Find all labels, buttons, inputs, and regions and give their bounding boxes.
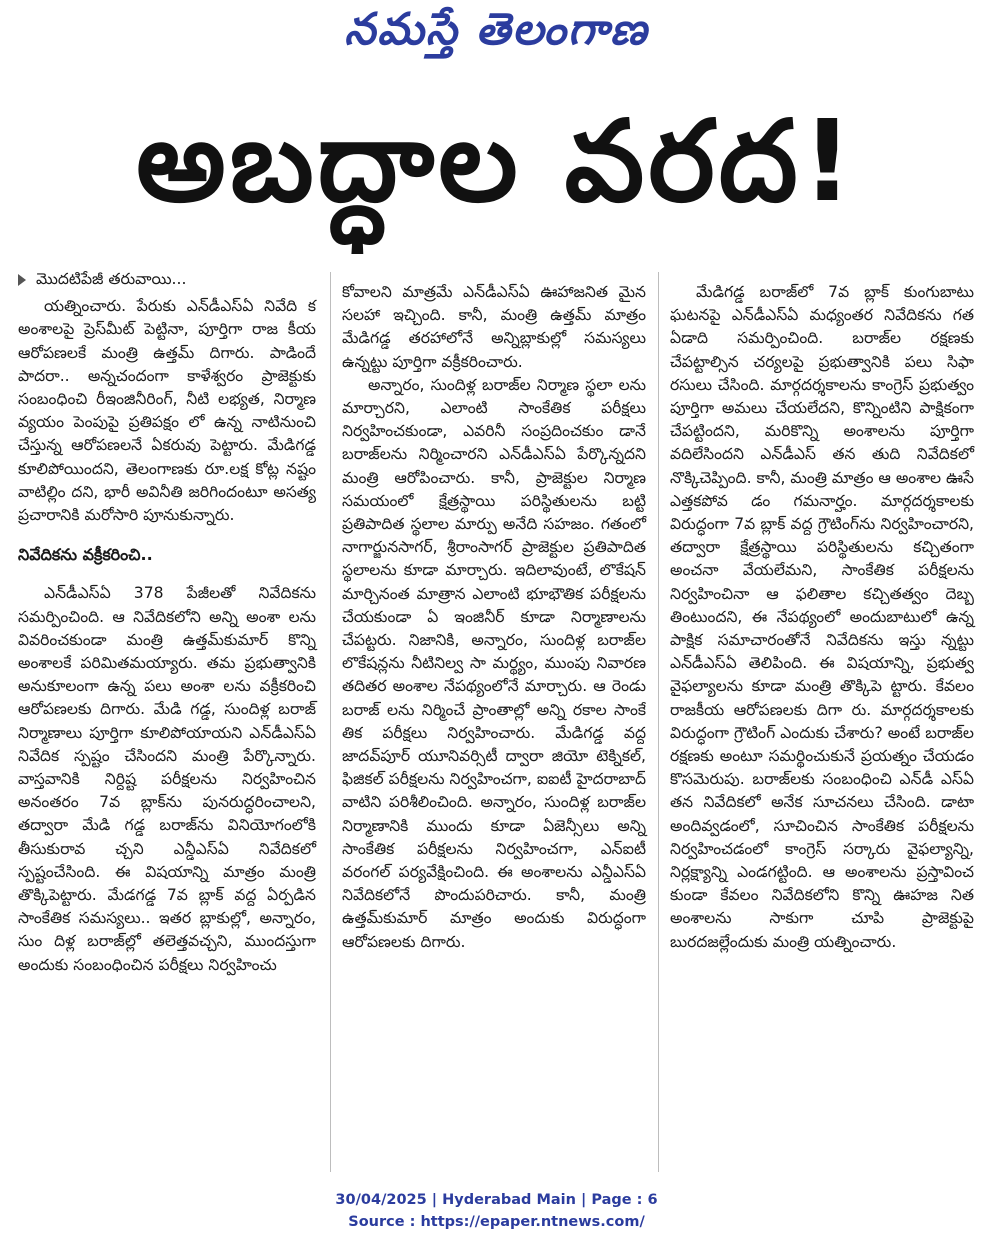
subheading: నివేదికను వక్రీకరించి.. [18, 545, 153, 565]
article-column-1 [18, 268, 316, 977]
footer-date-edition: 30/04/2025 | Hyderabad Main | Page : 6 [335, 1192, 658, 1208]
paragraph: కోవాలని మాత్రమే ఎన్‌డీఎస్‌ఏ ఊహాజనిత మైన సలహా ఇచ్చింది. కానీ, మంత్రి ఉత్తమ్ మాత్రం మేడిగడ్డ తరహాలోనే అన్నిబ్లాకుల్లో సమస్యలు ఉన్నట్టు పూర్తిగా వక్రీకరించారు. [342, 283, 646, 371]
paragraph: అన్నారం, సుందిళ్ల బరాజ్‌ల నిర్మాణ స్థలా లను మార్చారని, ఎలాంటి సాంకేతిక పరీక్షలు నిర్వహించకుండా, ఎవరినీ సంప్రదించకుం డానే బరాజ్‌లను నిర్మించారని ఎన్‌డీఎస్‌ఏ పేర్కొన్నదని మంత్రి ఆరోపించారు. కానీ, ప్రాజెక్టుల నిర్మాణ సమయంలో క్షేత్రస్థాయి పరిస్థితులను బట్టి ప్రతిపాదిత స్థలాల మార్పు అనేది సహజం. గతంలో నాగార్జునసాగర్, శ్రీరాంసాగర్ ప్రాజెక్టుల ప్రతిపాదిత స్థలాలను కూడా మార్చారు. ఇదిలావుంటే, లొకేషన్ మార్చినంత మాత్రాన ఎలాంటి భూభౌతిక పరీక్షలను చేయకుండా ఏ ఇంజినీర్ కూడా నిర్మాణాలను చేపట్టరు. నిజానికి, అన్నారం, సుందిళ్ల బరాజ్‌ల లొకేషన్లను నీటినిల్వ సా మర్థ్యం, ముంపు నివారణ తదితర అంశాల నేపథ్యంలోనే మార్చారు. ఆ రెండు బరాజ్ లను నిర్మించే ప్రాంతాల్లో అన్ని రకాల సాంకే తిక పరీక్షలు నిర్వహించారు. మేడిగడ్డ వద్ద జాదవ్‌పూర్ యూనివర్సిటీ ద్వారా జియో టెక్నికల్, ఫిజికల్ పరీక్షలను నిర్వహించగా, ఐఐటీ హైదరాబాద్ వాటిని పరిశీలించింది. అన్నారం, సుందిళ్ల బరాజ్‌ల నిర్మాణానికి ముందు కూడా ఏజెన్సీలు అన్ని సాంకేతిక పరీక్షలను నిర్వహించగా, ఎన్ఐటీ వరంగల్ పర్యవేక్షించింది. ఈ అంశాలను ఎన్డీఎస్‌ఏ నివేదికలోనే పొందుపరిచారు. కానీ, మంత్రి ఉత్తమ్‌కుమార్ మాత్రం అందుకు విరుద్ధంగా ఆరోపణలకు దిగారు. [342, 375, 646, 951]
paragraph: యత్నించారు. పేరుకు ఎన్‌డీఎస్‌ఏ నివేది క అంశాలపై ప్రెస్‌మీట్ పెట్టినా, పూర్తిగా రాజ కీయ ఆరోపణలకే మంత్రి ఉత్తమ్ దిగారు. పాడిందే పాదరా.. అన్నచందంగా కాళేశ్వరం ప్రాజెక్టుకు సంబంధించి రీఇంజినీరింగ్, నీటి లభ్యత, నిర్మాణ వ్యయం పెంపుపై ప్రతిపక్షం లో ఉన్న నాటినుంచి చేస్తున్న ఆరోపణలనే ఏకరువు పెట్టారు. మేడిగడ్డ కూలిపోయిందని, తెలంగాణకు రూ.లక్ష కోట్ల నష్టం వాటిల్లిం దని, భారీ అవినీతి జరిగిందంటూ అసత్య ప్రచారానికి మరోసారి పూనుకున్నారు. [18, 297, 316, 525]
footer-source: Source : https://epaper.ntnews.com/ [348, 1214, 645, 1230]
article-column-3 [670, 281, 974, 954]
paragraph: మేడిగడ్డ బరాజ్‌లో 7వ బ్లాక్ కుంగుబాటు ఘటనపై ఎన్‌డీఎస్‌ఏ మధ్యంతర నివేదికను గత ఏడాది సమర్పించింది. బరాజ్‌ల రక్షణకు చేపట్టాల్సిన చర్యలపై ప్రభుత్వానికి పలు సిఫా రసులు చేసింది. మార్గదర్శకాలను కాంగ్రెస్ ప్రభుత్వం పూర్తిగా అమలు చేయలేదని, కొన్నింటిని పాక్షికంగా చేపట్టిందని, మరికొన్ని అంశాలను పూర్తిగా వదిలేసిందని ఎన్‌డీఎస్ తన తుది నివేదికలో నొక్కిచెప్పింది. కానీ, మంత్రి మాత్రం ఆ అంశాల ఊసే ఎత్తకపోవ డం గమనార్హం. మార్గదర్శకాలకు విరుద్ధంగా 7వ బ్లాక్ వద్ద గ్రౌటింగ్‌ను నిర్వహించారని, తద్వారా క్షేత్రస్థాయి పరిస్థితులను కచ్చితంగా అంచనా వేయలేమని, సాంకేతిక పరీక్షలను నిర్వహించినా ఆ ఫలితాల కచ్చితత్వం దెబ్బ తింటుందని, ఈ నేపథ్యంలో అందుబాటులో ఉన్న పాక్షిక సమాచారంతోనే నివేదికను ఇస్తు న్నట్టు ఎన్‌డీఎస్‌ఏ తెలిపింది. ఈ విషయాన్ని, ప్రభుత్వ వైఫల్యాలను కూడా మంత్రి తొక్కిపె ట్టారు. కేవలం రాజకీయ ఆరోపణలకు దిగా రు. మార్గదర్శకాలకు విరుద్ధంగా గ్రౌటింగ్ ఎందుకు చేశారు? అంటే బరాజ్‌ల రక్షణకు అంటూ సమర్థించుకునే ప్రయత్నం చేయడం కొసమెరుపు. బరాజ్‌లకు సంబంధించి ఎన్‌డీ ఎస్‌ఏ తన నివేదికలో అనేక సూచనలు చేసింది. డాటా అందివ్వడంలో, సూచించిన సాంకేతిక పరీక్షలను నిర్వహించడంలో కాంగ్రెస్ సర్కారు వైఫల్యాన్ని, నిర్లక్ష్యాన్ని ఎండగట్టింది. ఆ అంశాలను ప్రస్తావించ కుండా కేవలం నివేదికలోని కొన్ని ఊహజ నిత అంశాలను సాకుగా చూపి ప్రాజెక్టుపై బురదజల్లేందుకు మంత్రి యత్నించారు. [670, 283, 974, 951]
continuation-marker [18, 268, 316, 291]
column-divider [330, 272, 331, 1172]
chevron-right-icon [18, 274, 26, 286]
headline: అబద్ధాల వరద! [136, 97, 857, 227]
paragraph: ఎన్‌డీఎస్‌ఏ 378 పేజీలతో నివేదికను సమర్పించింది. ఆ నివేదికలోని అన్ని అంశా లను వివరించకుండా మంత్రి ఉత్తమ్‌కుమార్ కొన్ని అంశాలకే పరిమితమయ్యారు. తమ ప్రభుత్వానికి అనుకూలంగా ఉన్న పలు అంశా లను వక్రీకరించి ఆరోపణలకు దిగారు. మేడి గడ్డ, సుందిళ్ల బరాజ్ నిర్మాణాలు పూర్తిగా కూలిపోయాయని ఎన్‌డీఎస్‌ఏ నివేదిక స్పష్టం చేసిందని మంత్రి పేర్కొన్నారు. వాస్తవానికి నిర్దిష్ట పరీక్షలను నిర్వహించిన అనంతరం 7వ బ్లాక్‌ను పునరుద్ధరించాలని, తద్వారా మేడి గడ్డ బరాజ్‌ను వినియోగంలోకి తీసుకురావ చ్చని ఎన్డీఎస్‌ఏ నివేదికలో స్పష్టంచేసింది. ఈ విషయాన్ని మాత్రం మంత్రి తొక్కిపెట్టారు. మేడగడ్డ 7వ బ్లాక్ వద్ద ఏర్పడిన సాంకేతిక సమస్యలు.. ఇతర బ్లాకుల్లో, అన్నారం, సుం దిళ్ల బరాజ్‌ల్లో తలెత్తవచ్చని, ముందస్తుగా అందుకు సంబంధించిన పరీక్షలు నిర్వహించు [18, 584, 316, 974]
column-divider [658, 272, 659, 1172]
continuation-label: మొదటిపేజీ తరువాయి... [36, 270, 187, 288]
article-column-2 [342, 281, 646, 954]
masthead: నమస్తే తెలంగాణ [344, 4, 649, 55]
